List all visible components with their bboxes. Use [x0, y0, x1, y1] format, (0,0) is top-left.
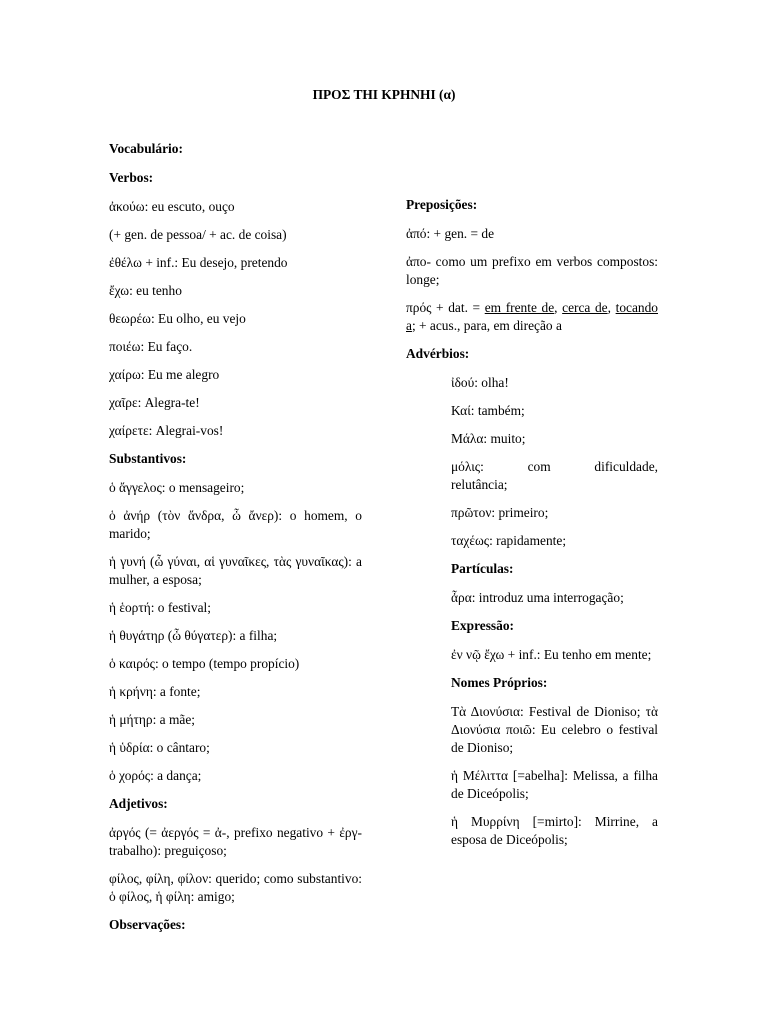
adverb-continuation: relutância; [451, 477, 508, 492]
adverb-entry: ταχέως: rapidamente; [451, 533, 567, 548]
proper-names-heading: Nomes Próprios: [451, 675, 548, 690]
preposition-entry: ἀπο- como um prefixo em verbos compostos: longe; [406, 254, 658, 287]
preposition-entry [406, 299, 658, 335]
noun-entry: ὁ χορός: a dança; [109, 768, 202, 783]
noun-entry: ὁ ἄγγελος: o mensageiro; [109, 480, 245, 495]
underlined-meaning: cerca de [562, 300, 608, 315]
preposition-text: ; + acus., para, em direção a [411, 318, 562, 333]
noun-entry: ὁ καιρός: o tempo (tempo propício) [109, 656, 300, 671]
adverb-first-line [451, 458, 658, 476]
nouns-heading: Substantivos: [109, 451, 187, 466]
noun-entry: ἡ θυγάτηρ (ὦ θύγατερ): a filha; [109, 628, 278, 643]
noun-entry: ἡ ἑορτή: o festival; [109, 600, 211, 615]
adverb-word: dificuldade, [594, 459, 658, 474]
adjective-entry: φίλος, φίλη, φίλον: querido; como substantivo: ὁ φίλος, ἡ φίλη: amigo; [109, 871, 362, 904]
vocabulary-heading: Vocabulário: [109, 141, 183, 156]
adverb-word: com [527, 459, 551, 474]
underlined-meaning: em frente de [484, 300, 555, 315]
verbs-heading: Verbos: [109, 170, 154, 185]
verb-entry: χαῖρε: Alegra-te! [109, 395, 200, 410]
adverb-entry: Μάλα: muito; [451, 431, 526, 446]
verb-entry: χαίρετε: Alegrai-vos! [109, 423, 224, 438]
noun-entry: ἡ γυνή (ὦ γύναι, αἱ γυναῖκες, τὰς γυναῖκας): a mulher, a esposa; [109, 554, 362, 587]
noun-entry: ἡ κρήνη: a fonte; [109, 684, 201, 699]
observations-heading: Observações: [109, 917, 186, 932]
verb-entry: χαίρω: Eu me alegro [109, 367, 220, 382]
noun-entry: ὁ ἀνήρ (τὸν ἄνδρα, ὦ ἄνερ): o homem, o marido; [109, 508, 362, 541]
noun-entry: ἡ μήτηρ: a mãe; [109, 712, 195, 727]
adverb-word: μόλις: [451, 459, 484, 474]
verb-entry: ποιέω: Eu faço. [109, 339, 193, 354]
left-column [109, 140, 362, 945]
verb-entry: ἐθέλω + inf.: Eu desejo, pretendo [109, 255, 288, 270]
underlined-meaning: tocando a [406, 300, 658, 333]
adverb-entry [406, 458, 658, 494]
proper-name-entry: ἡ Μέλιττα [=abelha]: Melissa, a filha de Diceópolis; [451, 768, 658, 801]
preposition-separator: , [607, 300, 616, 315]
adjectives-heading: Adjetivos: [109, 796, 168, 811]
expression-entry: ἐν νῷ ἔχω + inf.: Eu tenho em mente; [451, 647, 652, 662]
particles-heading: Partículas: [451, 561, 514, 576]
proper-name-entry: Τὰ Διονύσια: Festival de Dioniso; τὰ Διονύσια ποιῶ: Eu celebro o festival de Dioniso; [451, 704, 658, 755]
noun-entry: ἡ ὑδρία: o cântaro; [109, 740, 210, 755]
adverbs-heading: Advérbios: [406, 346, 470, 361]
prepositions-heading: Preposições: [406, 197, 478, 212]
preposition-separator: , [554, 300, 563, 315]
expression-heading: Expressão: [451, 618, 514, 633]
preposition-text: πρός + dat. = [406, 300, 485, 315]
adverb-entry: πρῶτον: primeiro; [451, 505, 549, 520]
verb-entry: θεωρέω: Eu olho, eu vejo [109, 311, 246, 326]
verb-entry: (+ gen. de pessoa/ + ac. de coisa) [109, 227, 287, 242]
particle-entry: ἆρα: introduz uma interrogação; [451, 590, 624, 605]
verb-entry: ἔχω: eu tenho [109, 283, 182, 298]
adverb-entry: Καί: também; [451, 403, 525, 418]
adverb-entry: ἰδού: olha! [451, 375, 509, 390]
right-column [406, 196, 658, 859]
verb-entry: ἀκούω: eu escuto, ouço [109, 199, 235, 214]
preposition-entry: ἀπό: + gen. = de [406, 226, 495, 241]
proper-name-entry: ἡ Μυρρίνη [=mirto]: Mirrine, a esposa de Diceópolis; [451, 814, 658, 847]
adjective-entry: ἀργός (= ἀεργός = ἀ-, prefixo negativo + ἐργ- trabalho): preguiçoso; [109, 825, 362, 858]
page-title: ΠΡΟΣ ΤΗΙ ΚΡΗΝΗΙ (α) [312, 87, 456, 102]
